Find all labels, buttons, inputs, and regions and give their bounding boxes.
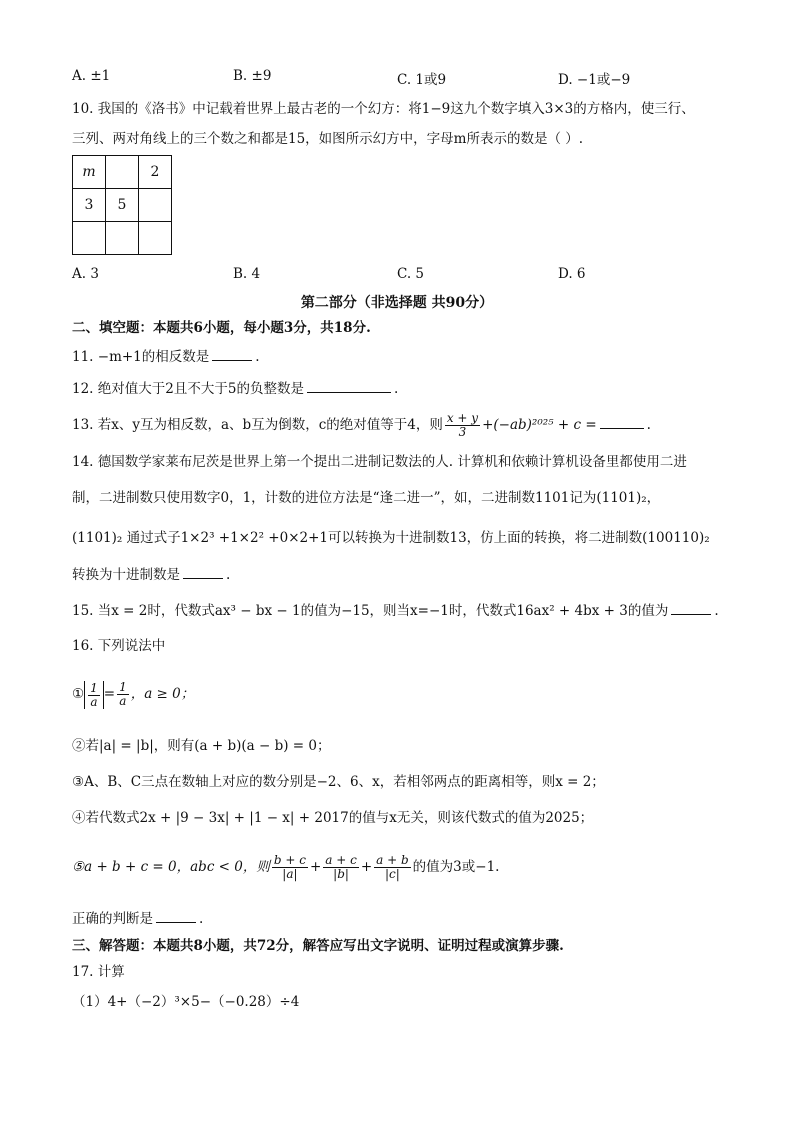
q16-statement-1: ① $\frac{1}{a}$ = $\frac{1}{a}$ ，a ≥ 0； bbox=[72, 680, 195, 709]
q10-option-d: D. 6 bbox=[558, 266, 586, 282]
answer-blank[interactable] bbox=[183, 564, 223, 579]
q15-end: . bbox=[714, 603, 719, 619]
grid-cell: 2 bbox=[139, 156, 172, 189]
q13-rest: +(−ab)²⁰²⁵ + c = bbox=[482, 417, 597, 433]
q16-statement-5: ⑤a + b + c = 0，abc < 0，则 $\frac{b + c}{|a|}$ + $\frac{a + c}{|b|}$ + $\frac{a + b}{|c|}$ 的值为3或−1. bbox=[72, 853, 500, 881]
q10-line-2: 三列、两对角线上的三个数之和都是15，如图所示幻方中，字母m所表示的数是（ ）. bbox=[72, 131, 584, 147]
answer-blank[interactable] bbox=[307, 378, 391, 393]
answer-blank[interactable] bbox=[671, 600, 711, 615]
grid-cell: 3 bbox=[73, 189, 106, 222]
q16-statement-4: ④若代数式2x + |9 − 3x| + |1 − x| + 2017的值与x无关，则该代数式的值为2025； bbox=[72, 810, 594, 826]
q9-option-a: A. ±1 bbox=[72, 68, 111, 84]
answer-blank[interactable] bbox=[156, 908, 196, 923]
q13 bbox=[72, 412, 651, 439]
q9-option-b: B. ±9 bbox=[233, 68, 272, 84]
q11 bbox=[72, 346, 260, 367]
q14-line-3: (1101)₂ 通过式子1×2³ +1×2² +0×2+1可以转换为十进制数13，仿上面的转换，将二进制数(100110)₂ bbox=[72, 530, 710, 546]
q14-line-1: 14. 德国数学家莱布尼茨是世界上第一个提出二进制记数法的人. 计算机和依赖计算机设备里都使用二进 bbox=[72, 454, 687, 470]
q16-statement-3: ③A、B、C三点在数轴上对应的数分别是−2、6、x，若相邻两点的距离相等，则x = 2； bbox=[72, 774, 605, 790]
section3-header: 三、解答题：本题共8小题，共72分，解答应写出文字说明、证明过程或演算步骤. bbox=[72, 938, 564, 954]
s1-rhs-fraction: $\frac{1}{a}$ bbox=[119, 680, 127, 708]
q12-end: . bbox=[393, 381, 399, 397]
s5-fraction-2: $\frac{a + c}{|b|}$ bbox=[325, 853, 357, 881]
q14-line-4 bbox=[72, 564, 230, 585]
grid-cell bbox=[106, 222, 139, 255]
q16-answer: 正确的判断是 . bbox=[72, 908, 203, 929]
s5-fraction-3: $\frac{a + b}{|c|}$ bbox=[376, 853, 409, 881]
part2-title: 第二部分（非选择题 共90分） bbox=[300, 295, 494, 311]
answer-blank[interactable] bbox=[600, 414, 644, 429]
answer-blank[interactable] bbox=[212, 346, 252, 361]
q11-end: . bbox=[255, 349, 260, 365]
q9-option-d: D. −1或−9 bbox=[558, 72, 631, 88]
q14-text: 转换为十进制数是 bbox=[72, 567, 180, 583]
q9-option-c: C. 1或9 bbox=[397, 72, 447, 88]
q16-title: 16. 下列说法中 bbox=[72, 638, 166, 654]
q17-title: 17. 计算 bbox=[72, 964, 125, 980]
grid-cell bbox=[139, 222, 172, 255]
q15 bbox=[72, 600, 719, 621]
s5-fraction-1: $\frac{b + c}{|a|}$ bbox=[273, 853, 306, 881]
grid-cell bbox=[139, 189, 172, 222]
q14-line-2: 制，二进制数只使用数字0，1，计数的进位方法是“逢二进一”，如，二进制数1101记为(1101)₂， bbox=[72, 490, 661, 506]
q17-part-1: （1）4+（−2）³×5−（−0.28）÷4 bbox=[72, 994, 300, 1010]
section2-header: 二、填空题：本题共6小题，每小题3分，共18分. bbox=[72, 320, 371, 336]
q10-option-c: C. 5 bbox=[397, 266, 425, 282]
q12 bbox=[72, 378, 398, 399]
q15-text: 15. 当x = 2时，代数式ax³ − bx − 1的值为−15，则当x=−1时，代数式16ax² + 4bx + 3的值为 bbox=[72, 603, 669, 619]
s1-lhs-fraction: $\frac{1}{a}$ bbox=[90, 680, 98, 709]
q10-option-a: A. 3 bbox=[72, 266, 99, 282]
q11-text: 11. −m+1的相反数是 bbox=[72, 349, 210, 365]
q10-line-1: 10. 我国的《洛书》中记载着世界上最古老的一个幻方：将1−9这九个数字填入3×3的方格内，使三行、 bbox=[72, 101, 695, 117]
grid-cell bbox=[106, 156, 139, 189]
grid-cell bbox=[73, 222, 106, 255]
grid-cell: 5 bbox=[106, 189, 139, 222]
q13-text: 13. 若x、y互为相反数，a、b互为倒数，c的绝对值等于4，则 bbox=[72, 417, 443, 433]
q16-statement-2: ②若|a| = |b|，则有(a + b)(a − b) = 0； bbox=[72, 738, 331, 754]
q13-fraction: $\frac{x + y}{3}$ bbox=[446, 411, 479, 439]
q12-text: 12. 绝对值大于2且不大于5的负整数是 bbox=[72, 381, 304, 397]
q10-option-b: B. 4 bbox=[233, 266, 261, 282]
magic-square-grid bbox=[72, 155, 172, 255]
grid-cell: m bbox=[73, 156, 106, 189]
q14-end: . bbox=[226, 567, 231, 583]
q13-end: . bbox=[646, 417, 651, 433]
